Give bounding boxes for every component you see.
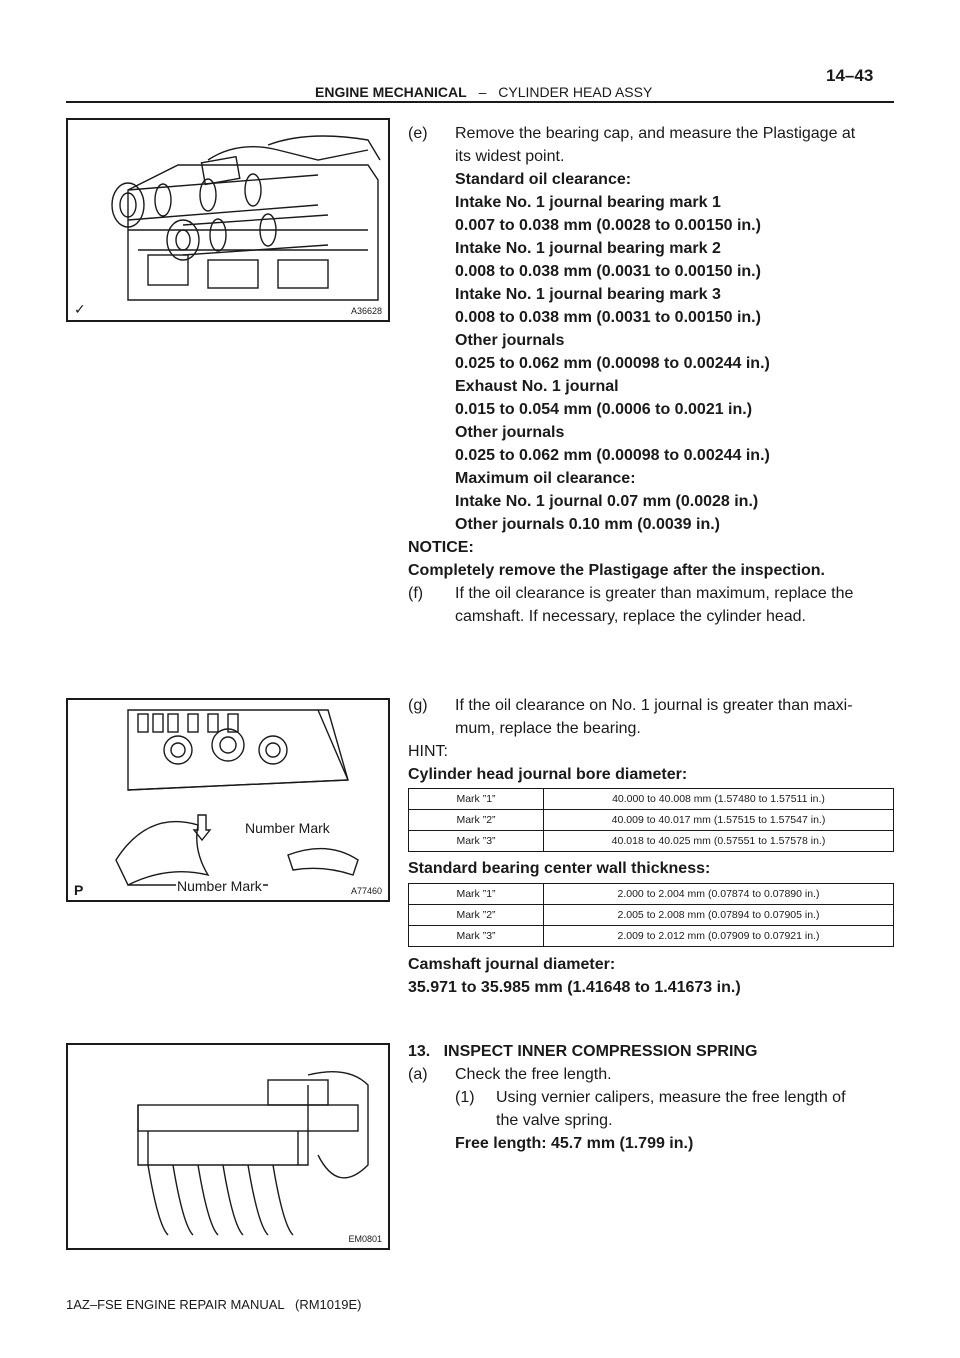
step-a-text: Check the free length. xyxy=(455,1066,612,1083)
table-cell: 2.005 to 2.008 mm (0.07894 to 0.07905 in.) xyxy=(544,905,894,926)
maximum-oil-clearance-title: Maximum oil clearance: xyxy=(455,470,636,487)
table-row xyxy=(409,810,894,831)
header-separator: – xyxy=(478,84,487,100)
bore-diameter-title: Cylinder head journal bore diameter: xyxy=(408,766,688,783)
spec-line: 0.008 to 0.038 mm (0.0031 to 0.00150 in.) xyxy=(455,309,761,326)
table-cell: Mark ”1” xyxy=(409,789,544,810)
step-e-tag: (e) xyxy=(408,125,428,142)
notice-title: NOTICE: xyxy=(408,539,474,556)
table-row xyxy=(409,905,894,926)
table-cell: 40.018 to 40.025 mm (0.57551 to 1.57578 in.) xyxy=(544,831,894,852)
table-row xyxy=(409,789,894,810)
camshaft-diameter-title: Camshaft journal diameter: xyxy=(408,956,616,973)
spec-line: Intake No. 1 journal 0.07 mm (0.0028 in.) xyxy=(455,493,759,510)
spec-line: Intake No. 1 journal bearing mark 1 xyxy=(455,194,721,211)
spec-line: Other journals xyxy=(455,424,565,441)
step-1-text-1: Using vernier calipers, measure the free length of xyxy=(496,1089,846,1106)
step-f-text-2: camshaft. If necessary, replace the cylinder head. xyxy=(455,608,806,625)
figure-marker-icon: ✓ xyxy=(74,301,86,317)
table-cell: Mark ”3” xyxy=(409,831,544,852)
spec-line: 0.015 to 0.054 mm (0.0006 to 0.0021 in.) xyxy=(455,401,753,418)
table-cell: Mark ”2” xyxy=(409,810,544,831)
footer-manual: 1AZ–FSE ENGINE REPAIR MANUAL (RM1019E) xyxy=(66,1297,362,1312)
step-e-text-2: its widest point. xyxy=(455,148,565,165)
header-rule xyxy=(66,101,894,103)
table-cell: Mark ”2” xyxy=(409,905,544,926)
table-cell: 40.009 to 40.017 mm (1.57515 to 1.57547 in.) xyxy=(544,810,894,831)
number-mark-label-lower: Number Mark xyxy=(177,878,262,894)
spec-line: 0.025 to 0.062 mm (0.00098 to 0.00244 in.) xyxy=(455,355,770,372)
wall-thickness-title: Standard bearing center wall thickness: xyxy=(408,860,711,877)
table-row xyxy=(409,831,894,852)
calipers-illustration xyxy=(68,1045,388,1248)
figure-marker-icon: P xyxy=(74,882,84,898)
number-mark-label-upper: Number Mark xyxy=(245,820,330,836)
step-g-text-1: If the oil clearance on No. 1 journal is greater than maxi- xyxy=(455,697,853,714)
section-title: ENGINE MECHANICAL xyxy=(315,84,467,100)
table-cell: 2.000 to 2.004 mm (0.07874 to 0.07890 in.) xyxy=(544,884,894,905)
figure-bearing-number-mark xyxy=(66,698,390,902)
spec-line: 0.025 to 0.062 mm (0.00098 to 0.00244 in.) xyxy=(455,447,770,464)
step-1-text-2: the valve spring. xyxy=(496,1112,613,1129)
table-cell: Mark ”3” xyxy=(409,926,544,947)
figure-camshaft-plastigage xyxy=(66,118,390,322)
free-length-spec: Free length: 45.7 mm (1.799 in.) xyxy=(455,1135,694,1152)
section-13-title: 13. INSPECT INNER COMPRESSION SPRING xyxy=(408,1043,758,1060)
step-a-tag: (a) xyxy=(408,1066,428,1083)
table-row xyxy=(409,926,894,947)
step-g-text-2: mum, replace the bearing. xyxy=(455,720,641,737)
table-cell: Mark ”1” xyxy=(409,884,544,905)
figure-spring-calipers xyxy=(66,1043,390,1250)
spec-line: Exhaust No. 1 journal xyxy=(455,378,619,395)
step-e-text-1: Remove the bearing cap, and measure the Plastigage at xyxy=(455,125,856,142)
spec-line: Intake No. 1 journal bearing mark 3 xyxy=(455,286,721,303)
spec-line: Other journals 0.10 mm (0.0039 in.) xyxy=(455,516,720,533)
table-row xyxy=(409,884,894,905)
wall-thickness-table xyxy=(408,883,894,947)
table-cell: 2.009 to 2.012 mm (0.07909 to 0.07921 in.) xyxy=(544,926,894,947)
hint-label: HINT: xyxy=(408,743,448,760)
step-1-tag: (1) xyxy=(455,1089,475,1106)
figure-code: EM0801 xyxy=(348,1234,382,1244)
camshaft-diameter-value: 35.971 to 35.985 mm (1.41648 to 1.41673 in.) xyxy=(408,979,741,996)
spec-line: 0.008 to 0.038 mm (0.0031 to 0.00150 in.) xyxy=(455,263,761,280)
figure-code: A36628 xyxy=(350,306,382,316)
camshaft-illustration xyxy=(68,120,388,320)
subsection-title: CYLINDER HEAD ASSY xyxy=(498,84,653,100)
spec-line: 0.007 to 0.038 mm (0.0028 to 0.00150 in.) xyxy=(455,217,761,234)
step-f-tag: (f) xyxy=(408,585,424,602)
standard-oil-clearance-title: Standard oil clearance: xyxy=(455,171,632,188)
notice-text: Completely remove the Plastigage after the inspection. xyxy=(408,562,825,579)
running-header xyxy=(315,84,652,100)
step-f-text-1: If the oil clearance is greater than maximum, replace the xyxy=(455,585,854,602)
step-g-tag: (g) xyxy=(408,697,428,714)
bearing-illustration xyxy=(68,700,388,900)
bore-diameter-table xyxy=(408,788,894,852)
spec-line: Intake No. 1 journal bearing mark 2 xyxy=(455,240,721,257)
spec-line: Other journals xyxy=(455,332,565,349)
page-number: 14–43 xyxy=(826,66,874,85)
table-cell: 40.000 to 40.008 mm (1.57480 to 1.57511 in.) xyxy=(544,789,894,810)
figure-code: A77460 xyxy=(350,886,382,896)
